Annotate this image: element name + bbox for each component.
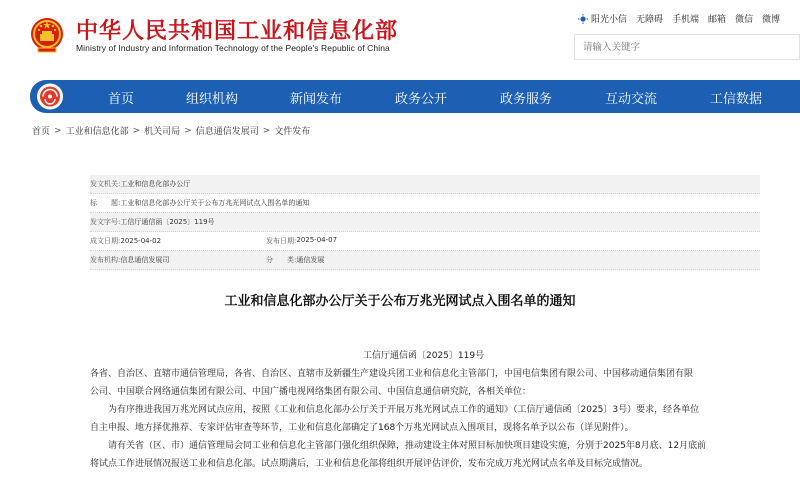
breadcrumb-separator: > <box>132 125 141 136</box>
nav-item-news[interactable]: 新闻发布 <box>290 92 343 107</box>
top-link-weibo[interactable] <box>762 12 780 25</box>
info-row-docno <box>90 213 760 232</box>
site-header <box>0 0 800 78</box>
info-row-issuer <box>90 175 760 194</box>
info-label: 成文日期: <box>90 237 121 245</box>
breadcrumb-current[interactable]: 文件发布 <box>274 127 311 137</box>
breadcrumb <box>32 124 310 137</box>
info-label: 发布日期: <box>266 237 297 245</box>
article-line: 请有关省（区、市）通信管理局会同工业和信息化主管部门强化组织保障，推动建设主体对照目标加快项目建设实施，分别于2025年8月底、12月底前 <box>108 441 707 451</box>
article-line: 各省、自治区、直辖市通信管理局，各省、自治区、直辖市及新疆生产建设兵团工业和信息化主管部门，中国电信集团有限公司、中国移动通信集团有限 <box>90 369 694 379</box>
info-row-dates <box>90 232 760 251</box>
top-link-mobile[interactable] <box>672 12 699 25</box>
info-value-category: 通信发展 <box>296 256 325 264</box>
info-value-published: 2025-04-07 <box>296 236 338 244</box>
nav-item-gov-affairs[interactable]: 政务公开 <box>395 92 448 107</box>
info-value-issuer: 工业和信息化部办公厅 <box>120 180 191 188</box>
article-doc-number: 工信厅通信函〔2025〕119号 <box>363 351 485 361</box>
article-line: 自主申报、地方择优推荐、专家评估审查等环节，工业和信息化部确定了168个万兆光网试点入围项目，现将名单予以公布（详见附件）。 <box>90 423 634 433</box>
info-label: 发文机关: <box>90 180 121 188</box>
top-link-label: 微信 <box>735 15 754 25</box>
breadcrumb-separator: > <box>54 125 62 136</box>
breadcrumb-home[interactable]: 首页 <box>32 127 51 137</box>
breadcrumb-ministry[interactable]: 工业和信息化部 <box>65 127 129 137</box>
nav-item-interaction[interactable]: 互动交流 <box>605 92 658 107</box>
article-line: 公司、中国联合网络通信集团有限公司、中国广播电视网络集团有限公司、中国信息通信研究院，各相关单位： <box>90 387 532 397</box>
top-link-mail[interactable] <box>708 12 726 25</box>
nav-item-data[interactable]: 工信数据 <box>710 92 763 107</box>
top-link-label: 阳光小信 <box>591 15 628 25</box>
search-input[interactable] <box>575 36 799 60</box>
document-info-table <box>90 175 760 270</box>
info-value-publisher: 信息通信发展司 <box>120 256 170 264</box>
top-link-label: 邮箱 <box>708 15 727 25</box>
top-link-wechat[interactable] <box>735 12 753 25</box>
top-link-label: 微博 <box>762 15 781 25</box>
top-link-label: 手机端 <box>672 15 700 25</box>
info-col-published <box>266 236 337 246</box>
article-title: 工业和信息化部办公厅关于公布万兆光网试点入围名单的通知 <box>224 294 576 309</box>
national-emblem-icon[interactable] <box>30 14 64 54</box>
top-links <box>578 12 780 25</box>
info-row-title <box>90 194 760 213</box>
info-label: 标 题: <box>90 199 121 207</box>
site-title[interactable]: 中华人民共和国工业和信息化部 <box>76 19 399 44</box>
site-subtitle: Ministry of Industry and Information Technology of the People's Republic of China <box>76 43 390 53</box>
ministry-logo-icon <box>30 80 70 113</box>
sun-icon <box>578 14 588 24</box>
top-link-label: 无障碍 <box>636 15 664 25</box>
info-value-docno: 工信厅通信函〔2025〕119号 <box>120 218 215 226</box>
article-line: 为有序推进我国万兆光网试点应用，按照《工业和信息化部办公厅关于开展万兆光网试点工作的通知》（工信厅通信函〔2025〕3号）要求，经各单位 <box>108 405 700 415</box>
breadcrumb-separator: > <box>262 125 271 136</box>
breadcrumb-departments[interactable]: 机关司局 <box>144 127 181 137</box>
info-value-title: 工业和信息化部办公厅关于公布万兆光网试点入围名单的通知 <box>120 199 310 207</box>
top-link-sunshine[interactable] <box>578 12 627 25</box>
nav-item-gov-services[interactable]: 政务服务 <box>500 92 553 107</box>
search-box <box>574 34 800 60</box>
info-label: 发布机构: <box>90 256 121 264</box>
top-link-accessibility[interactable] <box>636 12 663 25</box>
nav-item-organization[interactable]: 组织机构 <box>186 92 239 107</box>
info-row-publisher <box>90 251 760 270</box>
info-label: 发文字号: <box>90 218 121 226</box>
info-label: 分 类: <box>266 256 297 264</box>
nav-item-home[interactable]: 首页 <box>108 92 135 107</box>
article-line: 将试点工作进展情况报送工业和信息化部。试点期满后，工业和信息化部将组织开展评估评价，发布完成万兆光网试点名单及目标完成情况。 <box>90 459 649 469</box>
info-value-written: 2025-04-02 <box>120 237 162 245</box>
info-col-category <box>266 255 324 265</box>
breadcrumb-department[interactable]: 信息通信发展司 <box>195 127 259 137</box>
breadcrumb-separator: > <box>184 125 192 136</box>
